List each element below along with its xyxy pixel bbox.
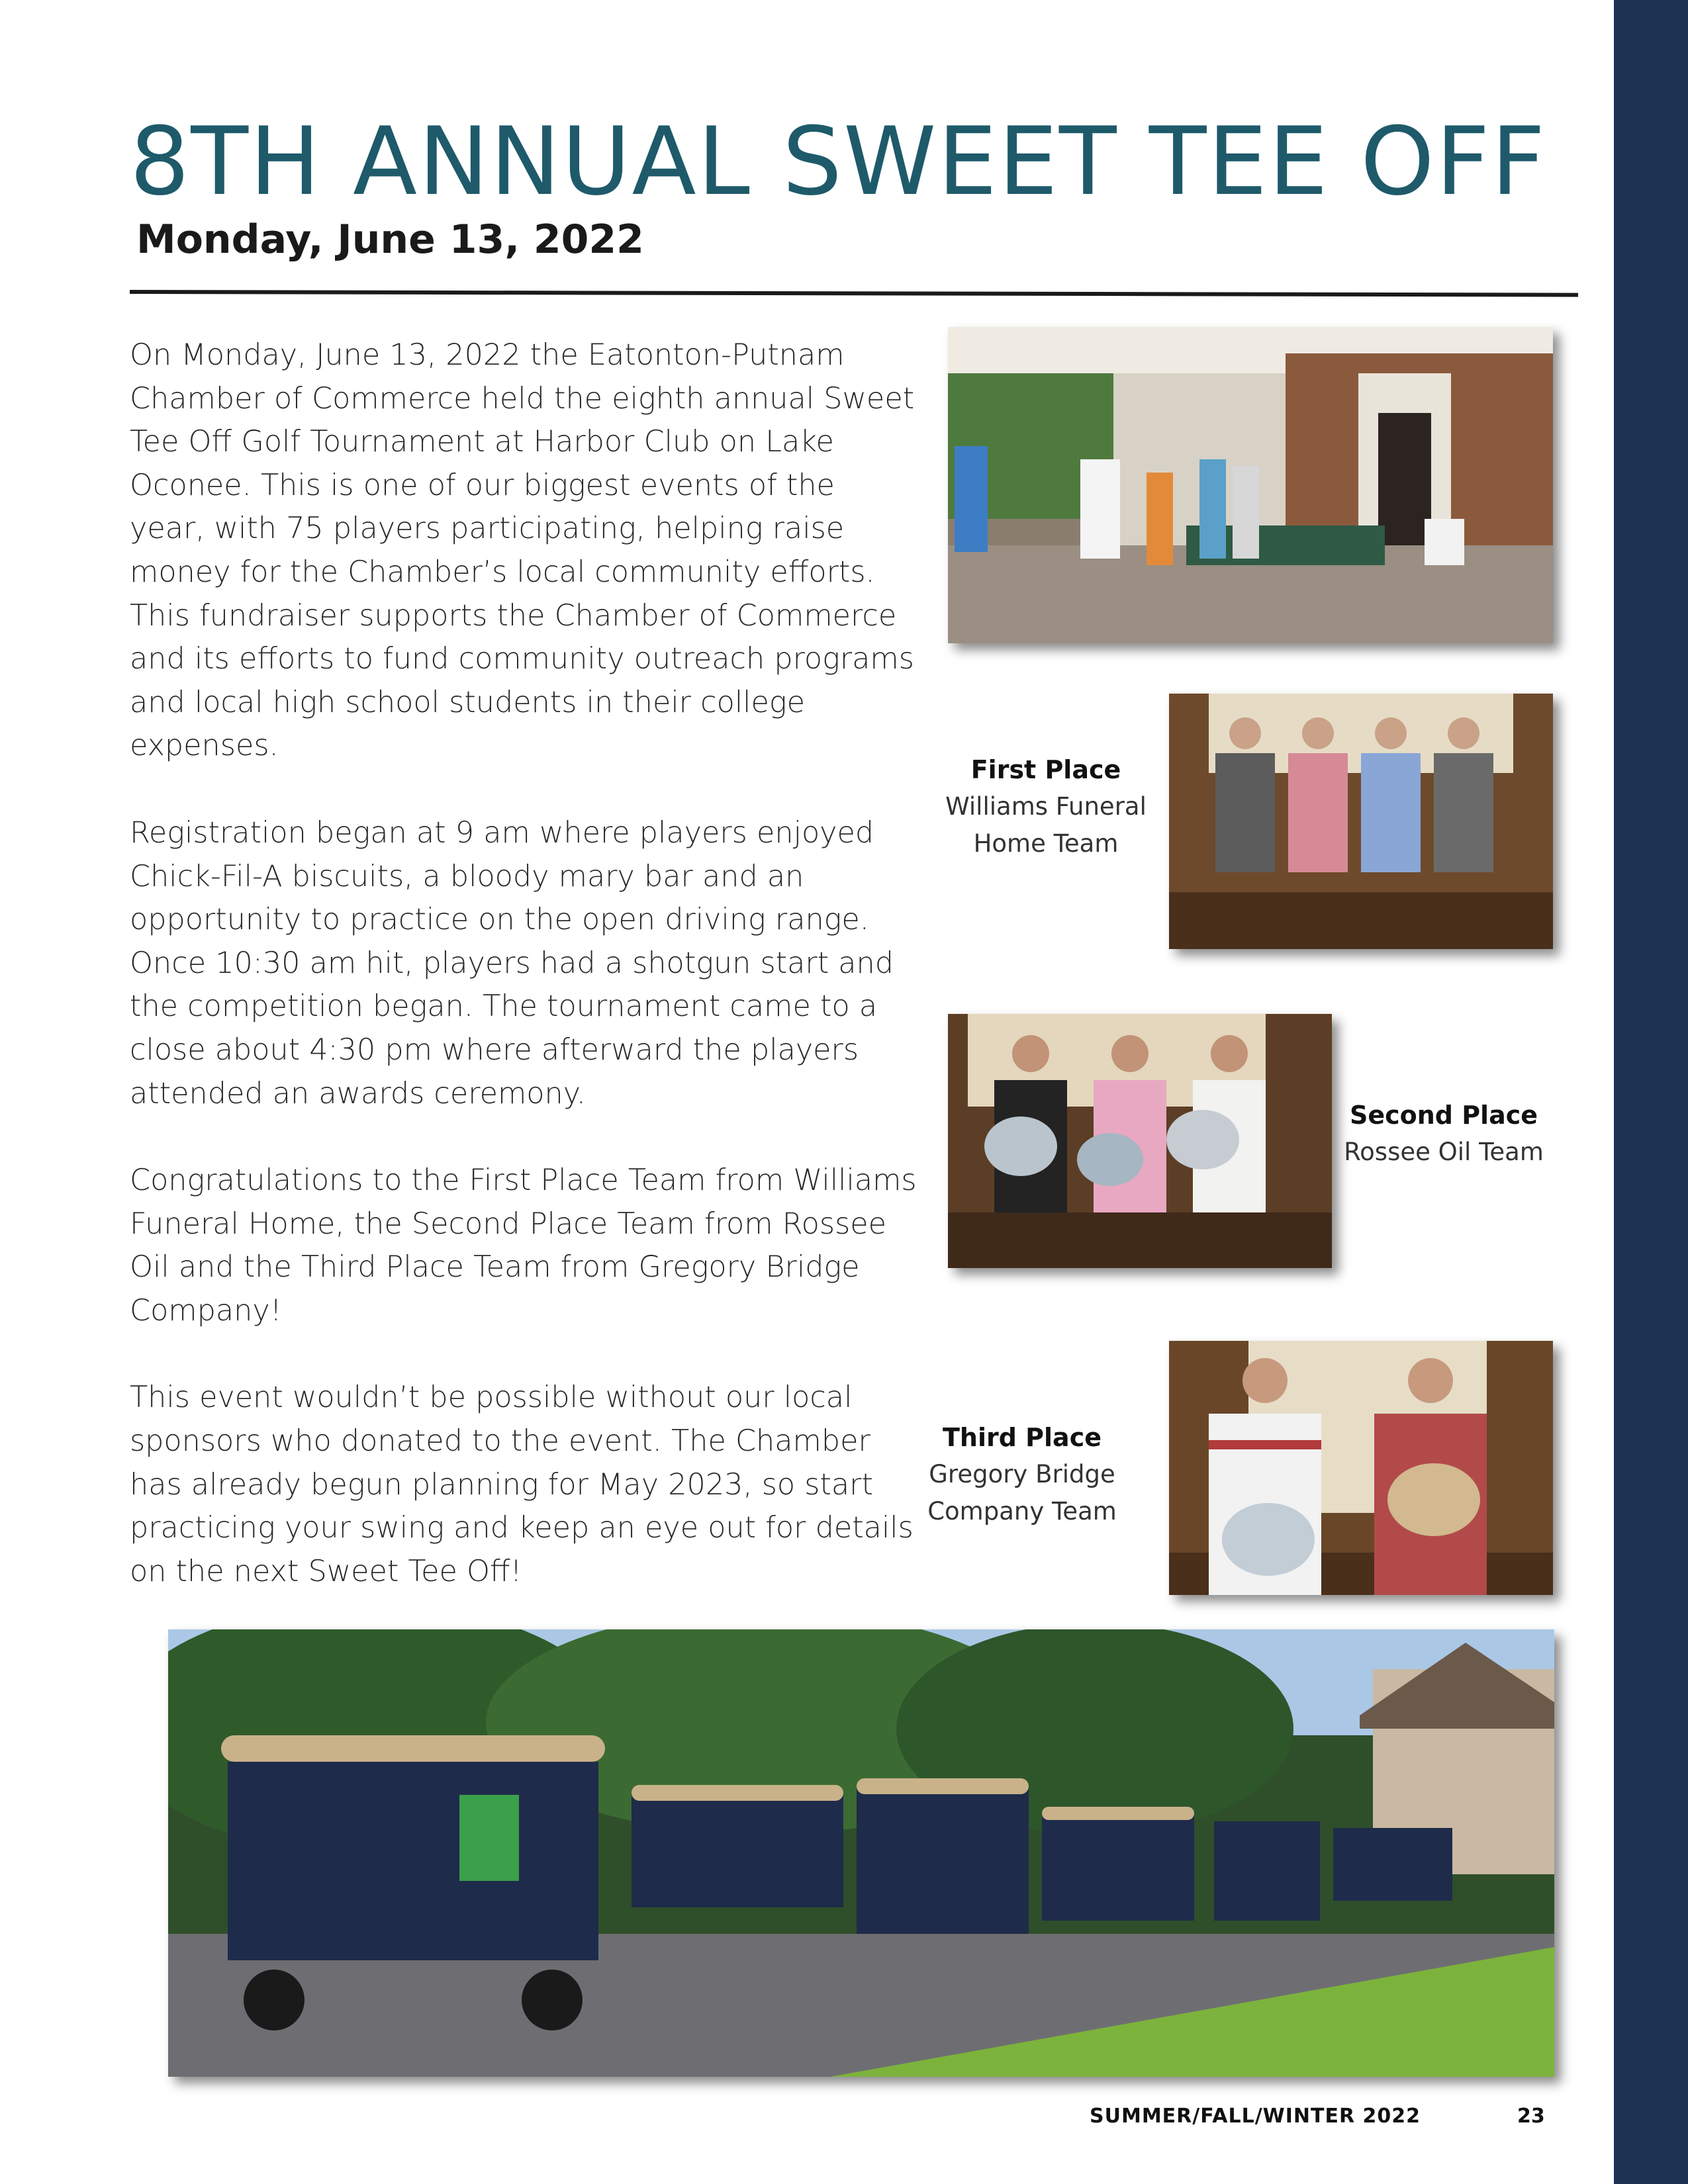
page-number: 23 — [1517, 2105, 1545, 2128]
second-place-caption — [1324, 1097, 1564, 1171]
issue-label: SUMMER/FALL/WINTER 2022 — [1090, 2105, 1421, 2128]
third-place-caption — [902, 1419, 1143, 1530]
third-place-team-line1: Gregory Bridge — [929, 1460, 1115, 1488]
second-place-team: Rossee Oil Team — [1344, 1138, 1544, 1166]
third-place-team-line2: Company Team — [927, 1497, 1117, 1525]
first-place-team-line2: Home Team — [973, 829, 1119, 858]
article-date: Monday, June 13, 2022 — [136, 216, 644, 263]
second-place-photo — [948, 1014, 1332, 1268]
page-side-band — [1614, 0, 1688, 2184]
second-place-label: Second Place — [1349, 1101, 1538, 1130]
golf-carts-photo — [168, 1629, 1554, 2077]
article-body — [130, 334, 917, 1637]
third-place-label: Third Place — [943, 1423, 1102, 1452]
title-divider — [130, 290, 1578, 297]
first-place-caption — [914, 751, 1178, 862]
first-place-team-line1: Williams Funeral — [945, 792, 1147, 821]
paragraph-intro: On Monday, June 13, 2022 the Eatonton-Putnam Chamber of Commerce held the eighth annual Sweet Tee Off Golf Tournament at Harbor Club on Lake Oconee. This is one of our biggest events of the year, with 75 players participating, helping raise money for the Chamber’s local community efforts. This fundraiser supports the Chamber of Commerce and its efforts to fund community outreach programs and local high school students in their college expenses. — [130, 338, 915, 763]
paragraph-winners: Congratulations to the First Place Team from Williams Funeral Home, the Second Place Team from Rossee Oil and the Third Place Team from Gregory Bridge Company! — [130, 1163, 917, 1328]
third-place-photo — [1169, 1341, 1553, 1595]
paragraph-sponsors: This event wouldn’t be possible without our local sponsors who donated to the event. The Chamber has already begun planning for May 2023, so start practicing your swing and keep an eye out for details on the next Sweet Tee Off! — [130, 1381, 914, 1588]
first-place-photo — [1169, 694, 1553, 949]
first-place-label: First Place — [970, 755, 1121, 784]
registration-photo — [948, 327, 1553, 643]
article-title: 8TH ANNUAL SWEET TEE OFF — [130, 107, 1547, 216]
paragraph-schedule: Registration began at 9 am where players enjoyed Chick-Fil-A biscuits, a bloody mary bar and an opportunity to practice on the open driving range. Once 10:30 am hit, players had a shotgun start and the competition began. The tournament came to a close about 4:30 pm where afterward the players attended an awards ceremony. — [130, 815, 894, 1111]
